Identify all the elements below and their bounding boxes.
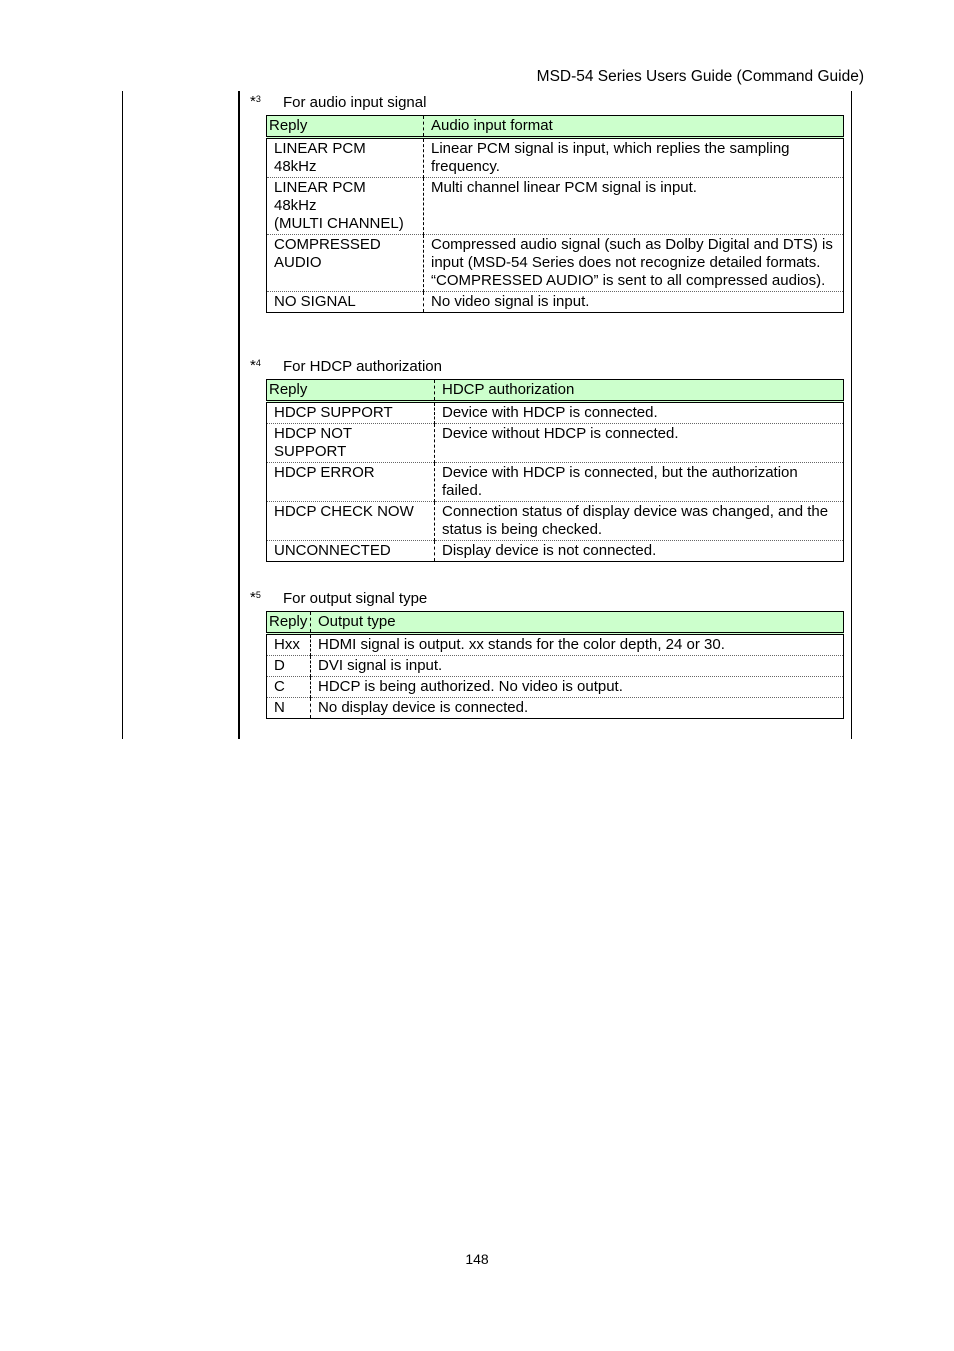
margin-rule-left-outer — [122, 91, 123, 739]
section-title-audio-input: For audio input signal — [283, 94, 427, 111]
reply-cell: D — [267, 656, 311, 677]
margin-rule-left-inner — [238, 91, 240, 739]
table-row — [267, 402, 844, 424]
hdcp-authorization-table — [266, 379, 844, 562]
page-number: 148 — [465, 1251, 489, 1267]
reply-cell: HDCP CHECK NOW — [267, 502, 435, 541]
description-cell: Device with HDCP is connected. — [442, 404, 658, 421]
description-cell: Display device is not connected. — [435, 541, 844, 562]
section-title-hdcp-authorization: For HDCP authorization — [283, 358, 442, 375]
column-header-hdcp-authorization: HDCP authorization — [435, 380, 844, 402]
reply-cell: HDCP SUPPORT — [267, 402, 435, 424]
output-signal-type-table — [266, 611, 844, 719]
description-cell: Linear PCM signal is input, which replies the sampling frequency. — [431, 140, 790, 175]
section-title-output-signal-type: For output signal type — [283, 590, 428, 607]
column-header-reply: Reply — [267, 612, 311, 634]
table-row — [267, 178, 844, 235]
footnote-marker-4: *$^4$ — [250, 357, 261, 374]
description-cell: HDMI signal is output. xx stands for the color depth, 24 or 30. — [318, 636, 725, 653]
table-row — [267, 292, 844, 313]
description-cell: DVI signal is input. — [311, 656, 844, 677]
table-row — [267, 677, 844, 698]
column-header-audio-input-format: Audio input format — [424, 116, 844, 138]
description-cell: No display device is connected. — [311, 698, 844, 719]
column-header-reply: Reply — [267, 380, 435, 402]
footnote-marker-5: *$^5$ — [250, 589, 261, 606]
table-row — [267, 541, 844, 562]
description-cell: No video signal is input. — [424, 292, 844, 313]
table-row — [267, 235, 844, 292]
column-header-reply: Reply — [267, 116, 424, 138]
reply-cell: NO SIGNAL — [267, 292, 424, 313]
reply-cell: Hxx — [267, 634, 311, 656]
table-row — [267, 138, 844, 178]
reply-cell: LINEAR PCM 48kHz (MULTI CHANNEL) — [267, 178, 424, 235]
footnote-marker-3: *$^3$ — [250, 93, 261, 110]
reply-cell: HDCP NOT SUPPORT — [267, 424, 435, 463]
table-row — [267, 424, 844, 463]
reply-cell: COMPRESSED AUDIO — [267, 235, 424, 292]
reply-cell: UNCONNECTED — [267, 541, 435, 562]
description-cell: HDCP is being authorized. No video is output. — [311, 677, 844, 698]
margin-rule-right — [851, 91, 852, 739]
table-row — [267, 463, 844, 502]
description-cell: Multi channel linear PCM signal is input. — [424, 178, 844, 235]
column-header-output-type: Output type — [311, 612, 844, 634]
table-row — [267, 502, 844, 541]
table-row — [267, 656, 844, 677]
reply-cell: C — [267, 677, 311, 698]
table-row — [267, 698, 844, 719]
reply-cell: LINEAR PCM 48kHz — [267, 138, 424, 178]
description-cell: Device with HDCP is connected, but the authorization failed. — [435, 463, 844, 502]
description-cell: Device without HDCP is connected. — [435, 424, 844, 463]
reply-cell: N — [267, 698, 311, 719]
description-cell: Connection status of display device was changed, and the status is being checked. — [435, 502, 844, 541]
reply-cell: HDCP ERROR — [267, 463, 435, 502]
table-row — [267, 634, 844, 656]
description-cell: Compressed audio signal (such as Dolby Digital and DTS) is input (MSD-54 Series does not recognize detailed formats. “COMPRESSED AUDIO” is sent to all compressed audios). — [424, 235, 844, 292]
document-header-title: MSD-54 Series Users Guide (Command Guide) — [536, 68, 864, 85]
audio-input-table — [266, 115, 844, 313]
